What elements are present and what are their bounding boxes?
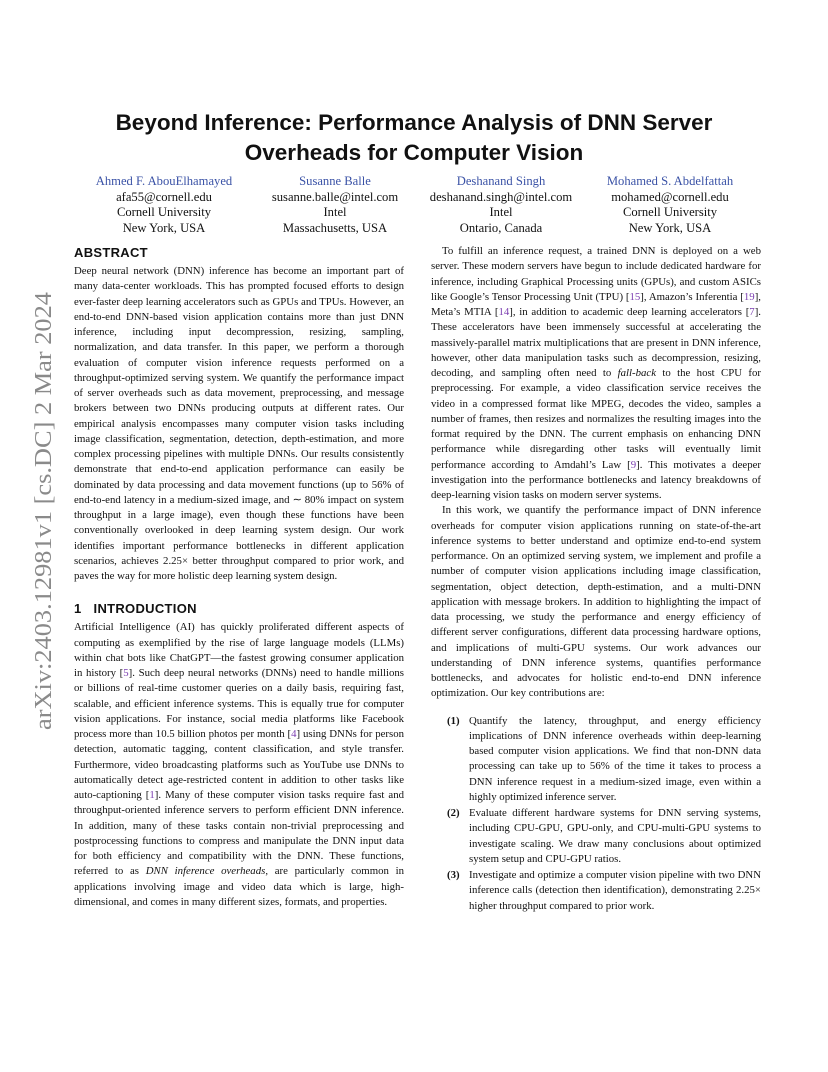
text-run: ], Amazon’s Inferentia [ [640,290,744,303]
text-run: ]. These accelerators have been immensely successful at accelerating the massively-parallel matrix multiplications that are present in DNN inference, however, other data manipulation tasks such as decompression, resizing, decoding, and sampling often need to [431,306,761,379]
citation-link[interactable]: 9 [630,458,637,471]
contribution-text: Evaluate different hardware systems for DNN serving systems, including CPU-GPU, GPU-only, and CPU-multi-GPU systems to investigate scaling. We draw many conclusions about optimized system setup and CPU-GPU ratios. [469,807,761,865]
author-location: New York, USA [628,220,712,235]
citation-link[interactable]: 1 [149,789,155,801]
contribution-label: (3) [447,869,460,881]
arxiv-id: arXiv:2403.12981v1 [cs.DC] 2 Mar 2024 [31,331,57,730]
intro-heading [74,600,404,618]
intro-paragraph-2 [431,244,761,503]
author-location: Massachusetts, USA [282,220,388,235]
text-run: ]. Such deep neural networks (DNNs) need to handle millions or billions of real-time customer queries on a daily basis, requiring fast, scalable, and efficient inference systems. This is equally true for computer vision applications. For instance, social media platforms like Facebook process more than 10.5 billion photos per month [ [74,667,404,740]
section-spacer [74,584,404,600]
contribution-text: Investigate and optimize a computer vision pipeline with two DNN inference calls (detection then identification), demonstrating 2.25× higher throughput compared to prior work. [469,869,761,912]
author-affiliation: Intel [323,205,347,220]
citation-link[interactable]: 14 [498,306,510,318]
contributions-list [431,714,761,914]
arxiv-id-vertical [18,290,62,730]
text-run: ]. Many of these computer vision tasks require fast and throughput-oriented inference servers to perform efficient DNN inference. In addition, many of these tasks contain non-trivial preprocessing and postprocessing functions to compress and manipulate the DNN input data for both efficiency and compatibility with the DNN. These functions, referred to as [74,789,405,878]
author-name: Mohamed S. Abdelfattah [606,174,734,188]
author-3 [416,174,586,236]
text-run: , are particularly common in applications involving image and video data which is large, high-dimensional, and comes in many different sizes, formats, and properties. [74,865,405,908]
emphasis-text: DNN inference overheads [145,865,266,878]
contribution-item [447,868,761,914]
text-run: ], in addition to academic deep learning accelerators [ [509,306,750,318]
intro-paragraph-1 [74,620,404,910]
author-affiliation: Intel [489,205,513,220]
right-column [431,244,761,915]
contribution-text: Quantify the latency, throughput, and energy efficiency implications of DNN inference overheads within deep-learning based computer vision applications. We find that non-DNN data processing can take up to 56% of the time it takes to process a DNN inference request in a medium-sized image, even within a highly optimized inference server. [469,714,761,803]
author-affiliation: Cornell University [116,205,212,220]
author-name: Ahmed F. AbouElhamayed [95,174,233,188]
author-email: afa55@cornell.edu [116,189,212,204]
contribution-item [447,806,761,867]
arxiv-sidebar [18,290,62,730]
author-2 [254,174,416,236]
author-name: Susanne Balle [299,174,371,188]
citation-link[interactable]: 5 [123,667,129,679]
author-name: Deshanand Singh [456,174,546,188]
abstract-heading: ABSTRACT [74,245,148,260]
author-email: mohamed@cornell.edu [611,189,729,204]
author-email: susanne.balle@intel.com [271,189,399,204]
author-location: New York, USA [122,220,206,235]
text-run: To fulfill an inference request, a trained DNN is deployed on a web server. These modern servers have begun to include dedicated hardware for inference, including Graphical Processing units (GPUs), and custom ASICs like Google’s Tensor Processing Unit (TPU) [ [431,245,761,303]
contribution-item [447,714,761,806]
section-title: INTRODUCTION [93,601,197,617]
emphasis-text: fall-back [617,367,656,379]
text-run: ] using DNNs for person detection, automatic tagging, content classification, and style transfer. Furthermore, video broadcasting platforms such as YouTube use DNNs to automatically detect age-restricted content in addition to other tasks like auto-captioning [ [74,728,404,801]
author-affiliation: Cornell University [622,205,718,220]
contribution-label: (1) [447,714,460,727]
text-run: Artificial Intelligence (AI) has quickly proliferated different aspects of computing as exemplified by the rise of large language models (LLMs) within chat bots like ChatGPT—the fastest growing consumer application in history [ [74,621,404,679]
section-number: 1 [74,601,82,617]
author-block [74,174,754,236]
contribution-label: (2) [447,807,460,819]
citation-link[interactable]: 4 [291,728,297,740]
author-1 [74,174,254,236]
text-run: ]. This motivates a deeper investigation into the performance bottlenecks and latency breakdowns of deep-learning vision tasks on modern server systems. [431,458,761,501]
author-4 [586,174,754,236]
citation-link[interactable]: 19 [743,290,755,303]
intro-paragraph-3: In this work, we quantify the performance impact of DNN inference overheads for computer vision applications running on state-of-the-art inference systems to better understand and optimize end-to-end system performance. On an optimized serving system, we implement and profile a number of computer vision applications including image classification, segmentation, object detection, depth-estimation, and a multi-DNN application with message brokers. In addition to highlighting the impact of data processing, we study the performance and energy efficiency of different server configurations, different data processing hardware options, and implications of multi-GPU systems. Our work advances our understanding of DNN inference systems, quantifies performance bottlenecks, and advocates for holistic end-to-end DNN inference optimization. Our key contributions are: [431,504,761,700]
author-email: deshanand.singh@intel.com [429,189,573,204]
paper-title: Beyond Inference: Performance Analysis of DNN Server Overheads for Computer Vision [115,110,713,165]
text-run: ], Meta’s MTIA [ [431,290,761,318]
author-location: Ontario, Canada [459,220,543,235]
citation-link[interactable]: 15 [629,290,641,303]
abstract-text: Deep neural network (DNN) inference has become an important part of many data-center workloads. This has prompted focused efforts to design ever-faster deep learning accelerators such as GPUs and TPUs. However, an end-to-end DNN-based vision application contains more than just DNN inference, including input decompression, resizing, sampling, normalization, and data transfer. In this paper, we perform a thorough evaluation of computer vision inference requests performed on a throughput-optimized serving system. We quantify the performance impact of server overheads such as data movement, preprocessing, and message brokers between two DNNs producing outputs at different rates. Our empirical analysis encompasses many computer vision tasks including image classification, segmentation, detection, depth-estimation, and more complex processing pipelines with multiple DNNs. Our results consistently demonstrate that end-to-end application performance can easily be dominated by data processing and data movement functions (up to 56% of end-to-end latency in a medium-sized image, and ∼ 80% impact on system throughput in a large image), even though these functions have been conventionally overlooked in deep learning system design. Our work identifies important performance bottlenecks in different application scenarios, achieves 2.25× better throughput compared to prior work, and paves the way for more holistic deep learning system design. [74,265,404,582]
citation-link[interactable]: 7 [749,306,755,318]
text-run: to the host CPU for preprocessing. For example, a video classification service receives the video in a compressed format like MPEG, decodes the video, samples a number of frames, then resizes and normalizes the resulting images into the format required by the DNN. The current emphasis on enhancing DNN performance while disregarding other tasks will eventually limit performance according to Amdahl’s Law [ [431,367,761,471]
left-column [74,244,404,910]
